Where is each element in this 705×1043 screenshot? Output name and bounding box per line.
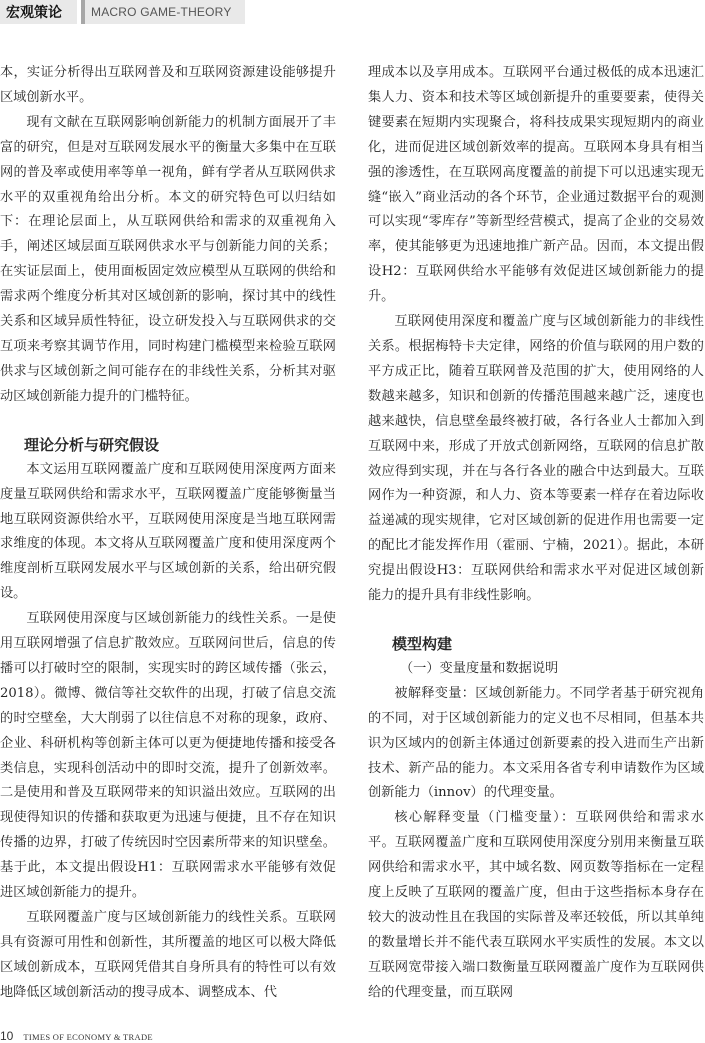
spacer bbox=[368, 609, 704, 631]
subsection-heading: （一）变量度量和数据说明 bbox=[400, 660, 559, 676]
right-column bbox=[368, 61, 704, 1006]
paragraph: 互联网使用深度与区域创新能力的线性关系。一是使用互联网增强了信息扩散效应。互联网问世后，信息的传播可以打破时空的限制，实现实时的跨区域传播（张云，2018）。微博、微信等社交软件的出现，打破了信息交流的时空壁垒，大大削弱了以往信息不对称的现象，政府、企业、科研机构等创新主体可以更为便捷地传播和接受各类信息，实现科创活动中的即时交流，提升了创新效率。二是使用和普及互联网带来的知识溢出效应。互联网的出现使得知识的传播和获取更为迅速与便捷，且不存在知识传播的边界，打破了传统因时空因素所带来的知识壁垒。基于此，本文提出假设H1：互联网需求水平能够有效促进区域创新能力的提升。 bbox=[0, 611, 336, 901]
page-number: 10 bbox=[0, 1029, 14, 1043]
paragraph: 被解释变量：区域创新能力。不同学者基于研究视角的不同，对于区域创新能力的定义也不尽相同，但基本共识为区域内的创新主体通过创新要素的投入进而生产出新技术、新产品的能力。本文采用各省专利申请数作为区域创新能力（innov）的代理变量。 bbox=[368, 685, 704, 801]
spacer bbox=[0, 410, 336, 432]
paragraph: 核心解释变量（门槛变量）：互联网供给和需求水平。互联网覆盖广度和互联网使用深度分别用来衡量互联网供给和需求水平，其中域名数、网页数等指标在一定程度上反映了互联网的覆盖广度，但由于这些指标本身存在较大的波动性且在我国的实际普及率还较低，所以其单纯的数量增长并不能代表互联网水平实质性的发展。本文以互联网宽带接入端口数衡量互联网覆盖广度作为互联网供给的代理变量，而互联网 bbox=[368, 810, 704, 1000]
journal-name: TIMES OF ECONOMY & TRADE bbox=[23, 1032, 153, 1042]
paragraph: 互联网使用深度和覆盖广度与区域创新能力的非线性关系。根据梅特卡夫定律，网络的价值与联网的用户数的平方成正比，随着互联网普及范围的扩大，使用网络的人数越来越多，知识和创新的传播范围越来越广泛，速度也越来越快，信息壁垒最终被打破，各行各业人士都加入到互联网中来，形成了开放式创新网络，互联网的信息扩散效应得到实现，并在与各行各业的融合中达到最大。互联网作为一种资源，和人力、资本等要素一样存在着边际收益递减的现实规律，它对区域创新的促进作用也需要一定的配比才能发挥作用（霍丽、宁楠，2021）。据此，本研究提出假设H3：互联网供给和需求水平对促进区域创新能力的提升具有非线性影响。 bbox=[368, 314, 704, 604]
paragraph: 理成本以及享用成本。互联网平台通过极低的成本迅速汇集人力、资本和技术等区域创新提升的重要要素，使得关键要素在短期内实现聚合，将科技成果实现短期内的商业化，进而促进区域创新效率的提高。互联网本身具有相当强的渗透性，在互联网高度覆盖的前提下可以迅速实现无缝“嵌入”商业活动的各个环节，企业通过数据平台的观测可以实现“零库存”等新型经营模式，提高了企业的交易效率，使其能够更为迅速地推广新产品。因而，本文提出假设H2：互联网供给水平能够有效促进区域创新能力的提升。 bbox=[368, 65, 704, 305]
section-heading: 模型构建 bbox=[392, 634, 453, 653]
paragraph: 本文运用互联网覆盖广度和互联网使用深度两方面来度量互联网供给和需求水平，互联网覆盖广度能够衡量当地互联网资源供给水平，互联网使用深度是当地互联网需求维度的体现。本文将从互联网覆盖广度和使用深度两个维度剖析互联网发展水平与区域创新的关系，给出研究假设。 bbox=[0, 461, 336, 602]
section-title-en: MACRO GAME-THEORY bbox=[85, 0, 245, 24]
paragraph: 互联网覆盖广度与区域创新能力的线性关系。互联网具有资源可用性和创新性，其所覆盖的地区可以极大降低区域创新成本，互联网凭借其自身所具有的特性可以有效地降低区域创新活动的搜寻成本、调整成本、代 bbox=[0, 910, 336, 1000]
section-heading: 理论分析与研究假设 bbox=[24, 435, 160, 454]
page-footer bbox=[0, 1029, 153, 1043]
paragraph: 现有文献在互联网影响创新能力的机制方面展开了丰富的研究，但是对互联网发展水平的衡量大多集中在互联网的普及率或使用率等单一视角，鲜有学者从互联网供求水平的双重视角给出分析。本文的研究特色可以归结如下：在理论层面上，从互联网供给和需求的双重视角入手，阐述区域层面互联网供求水平与创新能力间的关系；在实证层面上，使用面板固定效应模型从互联网的供给和需求两个维度分析其对区域创新的影响，探讨其中的线性关系和区域异质性特征，设立研发投入与互联网供求的交互项来考察其调节作用，同时构建门槛模型来检验互联网供求与区域创新之间可能存在的非线性关系，分析其对驱动区域创新能力提升的门槛特征。 bbox=[0, 114, 336, 404]
page-header bbox=[0, 0, 705, 24]
paragraph: 本，实证分析得出互联网普及和互联网资源建设能够提升区域创新水平。 bbox=[0, 65, 336, 105]
section-title-cn: 宏观策论 bbox=[0, 0, 77, 24]
left-column bbox=[0, 61, 336, 1006]
